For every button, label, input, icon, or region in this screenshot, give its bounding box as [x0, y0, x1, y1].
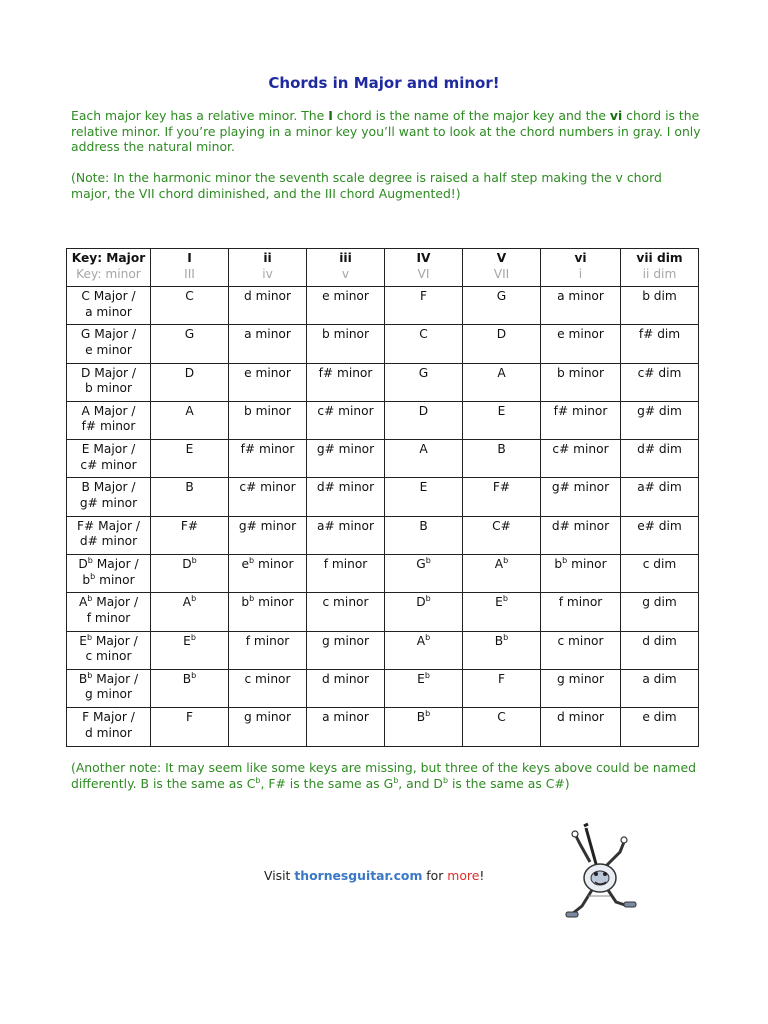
chord-cell: a# minor [307, 516, 385, 554]
table-row [67, 325, 699, 363]
chord-cell: g# dim [621, 401, 699, 439]
chord-cell: f# dim [621, 325, 699, 363]
chord-cell: F [385, 287, 463, 325]
chord-cell: D [385, 401, 463, 439]
column-header-6 [621, 249, 699, 287]
chord-cell: A [151, 401, 229, 439]
table-body [67, 287, 699, 747]
key-minor: f minor [86, 610, 131, 625]
chord-cell: c dim [621, 555, 699, 593]
table-row [67, 593, 699, 631]
key-major: $A^b$ Major / [78, 594, 139, 610]
more-text: more [447, 868, 480, 883]
key-major: C Major / [81, 289, 136, 303]
chord-cell: $b^b$ minor [229, 593, 307, 631]
chord-cell: D [463, 325, 541, 363]
chord-cell: g minor [307, 631, 385, 669]
numeral-major: vii dim [636, 251, 683, 265]
key-minor: a minor [85, 304, 132, 319]
chord-cell: F [151, 708, 229, 746]
chord-cell: a minor [541, 287, 621, 325]
chord-cell: g minor [541, 669, 621, 707]
exclaim-text: ! [479, 868, 485, 883]
site-link[interactable]: thornesguitar.com [294, 868, 423, 883]
column-header-0 [151, 249, 229, 287]
intro-bold-six: vi [609, 108, 623, 123]
key-minor: d# minor [79, 534, 138, 549]
key-cell [67, 440, 151, 478]
chord-cell: $B^b$ [151, 669, 229, 707]
column-header-4 [463, 249, 541, 287]
chord-cell: c minor [541, 631, 621, 669]
numeral-minor: iv [262, 266, 273, 281]
chord-cell: d# minor [307, 478, 385, 516]
chord-cell: $G^b$ [385, 555, 463, 593]
chord-cell: d minor [541, 708, 621, 746]
intro-text-3: chord is the relative minor. If you’re playing in a minor key you’ll want to look at the chord numbers in gray. I only address the natural minor. [71, 108, 701, 155]
numeral-major: ii [263, 251, 272, 265]
visit-text: Visit [264, 868, 295, 883]
key-major: $E^b$ Major / [79, 632, 138, 648]
chord-cell: $D^b$ [385, 593, 463, 631]
chord-cell: b minor [541, 363, 621, 401]
footer-visit [264, 868, 484, 883]
chord-cell: d# dim [621, 440, 699, 478]
table-row [67, 516, 699, 554]
numeral-major: IV [416, 251, 431, 265]
chord-cell: F [463, 669, 541, 707]
chord-cell: $E^b$ [151, 631, 229, 669]
key-minor: d minor [84, 725, 133, 740]
chord-cell: e# dim [621, 516, 699, 554]
key-major: F Major / [82, 710, 135, 725]
key-cell [67, 593, 151, 631]
key-cell [67, 478, 151, 516]
chord-cell: A [385, 440, 463, 478]
chord-cell: g dim [621, 593, 699, 631]
guitar-player-illustration [560, 822, 638, 924]
intro-text-2: chord is the name of the major key and the [332, 108, 610, 123]
chord-cell: a minor [229, 325, 307, 363]
key-major: A Major / [81, 403, 136, 418]
numeral-major: V [496, 251, 507, 265]
chord-cell: f minor [307, 555, 385, 593]
key-major: G Major / [80, 327, 137, 342]
chord-cell: C [385, 325, 463, 363]
table-header-row [67, 249, 699, 287]
chord-cell: e dim [621, 708, 699, 746]
chord-cell: $B^b$ [385, 708, 463, 746]
chord-cell: C# [463, 516, 541, 554]
chord-cell: e minor [541, 325, 621, 363]
key-minor: c minor [85, 649, 132, 664]
for-text: for [422, 868, 448, 883]
key-cell [67, 516, 151, 554]
numeral-minor: ii dim [642, 266, 677, 281]
chord-cell: F# [151, 516, 229, 554]
chord-cell: $E^b$ [385, 669, 463, 707]
key-cell [67, 363, 151, 401]
table-row [67, 555, 699, 593]
chord-cell: d minor [229, 287, 307, 325]
numeral-minor: VI [417, 266, 430, 281]
numeral-minor: III [184, 266, 195, 281]
intro-text-1: Each major key has a relative minor. The [71, 108, 329, 123]
chord-cell: d minor [307, 669, 385, 707]
chord-cell: C [463, 708, 541, 746]
chord-cell: $A^b$ [463, 555, 541, 593]
chord-cell: A [463, 363, 541, 401]
table-row [67, 708, 699, 746]
key-minor-header: Key: minor [76, 266, 141, 281]
chord-cell: d dim [621, 631, 699, 669]
chord-table [66, 248, 699, 747]
chord-cell: $B^b$ [463, 631, 541, 669]
numeral-minor: VII [493, 266, 510, 281]
key-minor: g# minor [79, 495, 138, 510]
chord-cell: B [385, 516, 463, 554]
key-cell [67, 287, 151, 325]
chord-cell: B [151, 478, 229, 516]
key-major: D Major / [80, 365, 137, 380]
table-row [67, 287, 699, 325]
key-minor: c# minor [80, 457, 137, 472]
page-title: Chords in Major and minor! [268, 74, 500, 92]
table-row [67, 440, 699, 478]
chord-cell: b minor [229, 401, 307, 439]
key-major: $D^b$ Major / [78, 556, 139, 572]
table-row [67, 401, 699, 439]
key-major-header: Key: Major [71, 251, 146, 265]
chord-cell: E [151, 440, 229, 478]
key-major: B Major / [81, 480, 136, 495]
chord-cell: c# minor [541, 440, 621, 478]
chord-cell: a# dim [621, 478, 699, 516]
chord-cell: f minor [541, 593, 621, 631]
table-row [67, 669, 699, 707]
chord-cell: E [463, 401, 541, 439]
key-minor: $b^b$ minor [82, 571, 135, 587]
key-minor: g minor [84, 687, 133, 702]
column-header-3 [385, 249, 463, 287]
key-cell [67, 669, 151, 707]
key-cell [67, 708, 151, 746]
chord-cell: c minor [229, 669, 307, 707]
key-cell [67, 325, 151, 363]
chord-cell: c minor [307, 593, 385, 631]
chord-cell: b minor [307, 325, 385, 363]
intro-bold-one: I [328, 108, 333, 123]
key-header-cell [67, 249, 151, 287]
numeral-major: iii [339, 251, 352, 265]
chord-cell: g minor [229, 708, 307, 746]
key-major: $B^b$ Major / [78, 670, 139, 686]
chord-cell: g# minor [307, 440, 385, 478]
chord-cell: b dim [621, 287, 699, 325]
column-header-5 [541, 249, 621, 287]
chord-cell: F# [463, 478, 541, 516]
chord-cell: g# minor [229, 516, 307, 554]
chord-cell: $e^b$ minor [229, 555, 307, 593]
chord-cell: G [463, 287, 541, 325]
key-major: E Major / [81, 442, 136, 457]
chord-cell: C [151, 287, 229, 325]
chord-cell: D [151, 363, 229, 401]
chord-cell: $E^b$ [463, 593, 541, 631]
chord-cell: f# minor [541, 401, 621, 439]
table-row [67, 631, 699, 669]
chord-cell: g# minor [541, 478, 621, 516]
chord-cell: $A^b$ [151, 593, 229, 631]
column-header-1 [229, 249, 307, 287]
chord-cell: d# minor [541, 516, 621, 554]
chord-cell: E [385, 478, 463, 516]
column-header-2 [307, 249, 385, 287]
chord-cell: c# minor [307, 401, 385, 439]
chord-cell: c# minor [229, 478, 307, 516]
chord-cell: a dim [621, 669, 699, 707]
another-note-text: (Another note: It may seem like some keys are missing, but three of the keys above could be named differently. B is the same as $C^b$, F# is the same as $G^b$, and $D^b$ is the same as C#) [71, 760, 696, 791]
chord-cell: f minor [229, 631, 307, 669]
key-minor: b minor [84, 381, 133, 396]
key-minor: f# minor [81, 419, 136, 434]
chord-cell: c# dim [621, 363, 699, 401]
chord-cell: $D^b$ [151, 555, 229, 593]
harmonic-minor-note [71, 170, 701, 201]
chord-cell: G [151, 325, 229, 363]
key-minor: e minor [85, 342, 132, 357]
key-cell [67, 401, 151, 439]
intro-paragraph [71, 108, 701, 155]
numeral-major: I [187, 251, 192, 265]
chord-cell: e minor [229, 363, 307, 401]
chord-cell: $A^b$ [385, 631, 463, 669]
numeral-minor: i [578, 266, 583, 281]
chord-cell: f# minor [307, 363, 385, 401]
key-cell [67, 555, 151, 593]
table-row [67, 478, 699, 516]
chord-cell: e minor [307, 287, 385, 325]
key-cell [67, 631, 151, 669]
table-row [67, 363, 699, 401]
numeral-major: vi [574, 251, 587, 265]
numeral-minor: v [341, 266, 350, 281]
chord-cell: B [463, 440, 541, 478]
another-note [71, 760, 701, 791]
chord-cell: a minor [307, 708, 385, 746]
note-text: (Note: In the harmonic minor the seventh scale degree is raised a half step making the v chord major, the VII chord diminished, and the III chord Augmented!) [71, 170, 662, 201]
chord-cell: G [385, 363, 463, 401]
chord-cell: $b^b$ minor [541, 555, 621, 593]
chord-cell: f# minor [229, 440, 307, 478]
key-major: F# Major / [77, 518, 140, 533]
